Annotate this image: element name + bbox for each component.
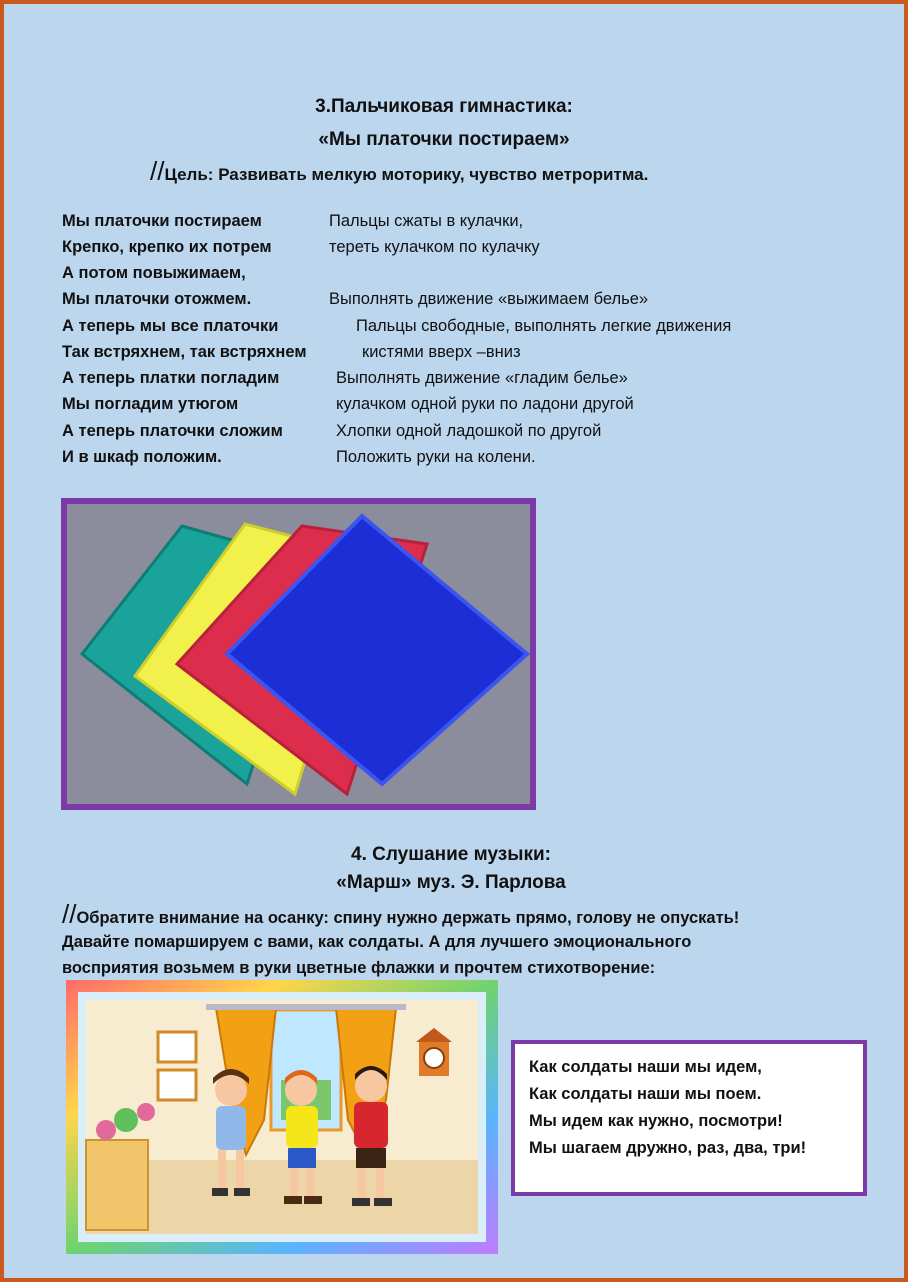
children-marching-illustration: [66, 980, 498, 1254]
section3-subtitle: «Мы платочки постираем»: [318, 129, 570, 150]
verse-line: Мы платочки постираем: [62, 212, 262, 230]
section4-title: 4. Слушание музыки:: [351, 844, 551, 865]
verse-line: А теперь платки погладим: [62, 369, 280, 387]
section4-paragraph-line: //Обратите внимание на осанку: спину нужно держать прямо, голову не опускать!: [62, 899, 740, 929]
verse-line: Мы погладим утюгом: [62, 395, 239, 413]
action-line: тереть кулачком по кулачку: [329, 238, 540, 256]
verse-line: Мы платочки отожмем.: [62, 290, 252, 308]
section3-title: 3.Пальчиковая гимнастика:: [315, 96, 573, 117]
para-slash: //: [62, 899, 77, 929]
goal-slash: //: [150, 156, 165, 186]
section4-subtitle: «Марш» муз. Э. Парлова: [336, 872, 566, 893]
poem-line: Мы идем как нужно, посмотри!: [529, 1112, 783, 1130]
action-line: Выполнять движение «выжимаем белье»: [329, 290, 649, 308]
section3-goal: [150, 156, 648, 187]
verse-line: А теперь платочки сложим: [62, 422, 283, 440]
action-line: Хлопки одной ладошкой по другой: [336, 422, 602, 440]
action-line: Пальцы свободные, выполнять легкие движения: [356, 317, 732, 335]
verse-line: А потом повыжимаем,: [62, 264, 246, 282]
goal-label: Цель:: [164, 165, 214, 184]
verse-line: Так встряхнем, так встряхнем: [62, 343, 307, 361]
action-line: Выполнять движение «гладим белье»: [336, 369, 628, 387]
section4-paragraph-line: восприятия возьмем в руки цветные флажки и прочтем стихотворение:: [62, 959, 656, 977]
action-line: Пальцы сжаты в кулачки,: [329, 212, 524, 230]
handkerchiefs-image: [67, 504, 530, 804]
verse-line: А теперь мы все платочки: [62, 317, 279, 335]
poem-line: Мы шагаем дружно, раз, два, три!: [529, 1139, 807, 1157]
handkerchiefs-photo: [61, 498, 536, 810]
goal-text: Развивать мелкую моторику, чувство метроритма.: [218, 165, 649, 184]
action-line: кистями вверх –вниз: [362, 343, 521, 361]
poem-line: Как солдаты наши мы идем,: [529, 1058, 762, 1076]
poem-line: Как солдаты наши мы поем.: [529, 1085, 762, 1103]
action-line: Положить руки на колени.: [336, 448, 536, 466]
section4-paragraph-line: Давайте помаршируем с вами, как солдаты. А для лучшего эмоционального: [62, 933, 692, 951]
verse-line: Крепко, крепко их потрем: [62, 238, 272, 256]
illustration-image: [66, 980, 498, 1254]
poem-box: [511, 1040, 867, 1196]
action-line: кулачком одной руки по ладони другой: [336, 395, 634, 413]
verse-line: И в шкаф положим.: [62, 448, 222, 466]
